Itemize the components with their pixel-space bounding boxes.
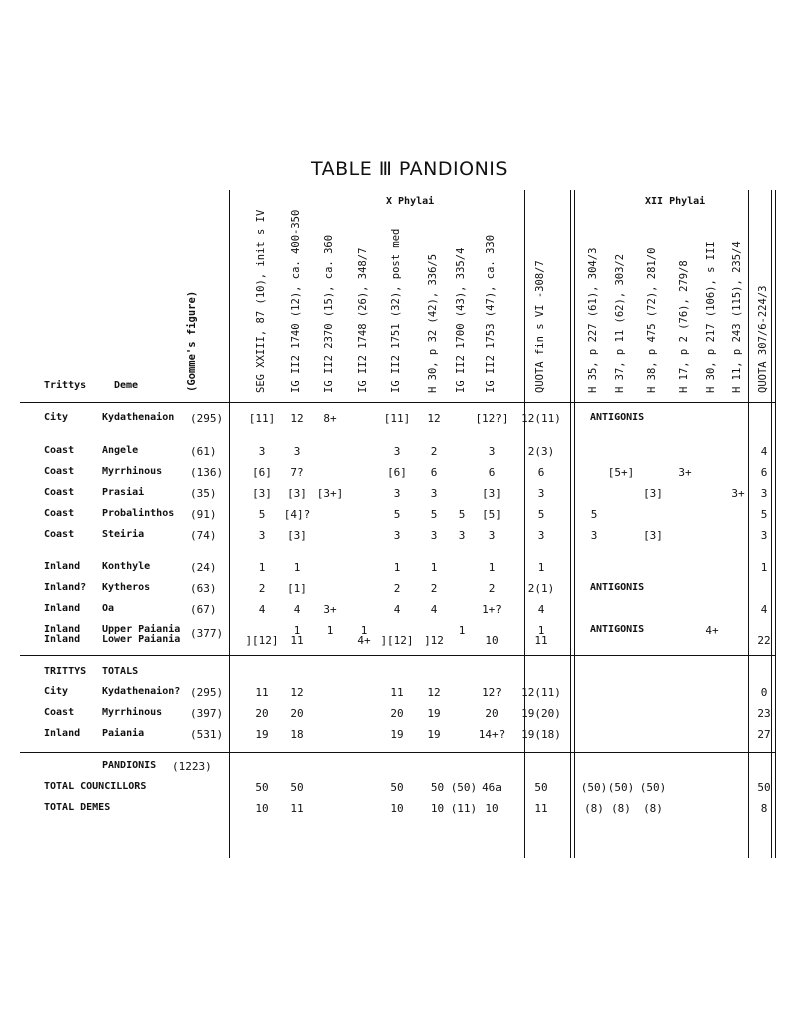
row-cell: 2 bbox=[430, 445, 438, 458]
row-gomme-figure: (91) bbox=[190, 508, 217, 521]
totals-row-cell: 19 bbox=[427, 707, 441, 720]
totals-heading-trittys: TRITTYS bbox=[44, 666, 87, 677]
row-cell: [4]? bbox=[283, 508, 311, 521]
row-gomme-figure: (295) bbox=[190, 412, 224, 425]
column-header-1: SEG XXIII, 87 (10), init s IV bbox=[255, 209, 267, 393]
rule-double-2 bbox=[574, 190, 575, 858]
rule-totals-end bbox=[20, 752, 776, 753]
total-demes-cell: 10 bbox=[390, 802, 404, 815]
row-cell: 3 bbox=[488, 529, 496, 542]
total-councillors-cell: 50 (50) bbox=[430, 781, 478, 794]
row-cell: 1 bbox=[326, 624, 334, 637]
row-deme: Probalinthos bbox=[102, 508, 175, 519]
row-cell: 1 bbox=[293, 561, 301, 574]
row-deme: Prasiai bbox=[102, 487, 145, 498]
row-cell: 1 bbox=[258, 561, 266, 574]
row-deme: Myrrhinous bbox=[102, 466, 163, 477]
row-cell: 3 bbox=[258, 529, 266, 542]
row-cell: 5 bbox=[393, 508, 401, 521]
totals-row-cell: 20 bbox=[485, 707, 499, 720]
row-cell: 4 bbox=[393, 603, 401, 616]
column-header-12: H 38, p 475 (72), 281/0 bbox=[646, 247, 658, 393]
row-deme: Steiria bbox=[102, 529, 145, 540]
row-trittys: Coast bbox=[44, 508, 75, 519]
row-cell: 1 bbox=[293, 624, 301, 637]
row-cell: [5+] bbox=[607, 466, 635, 479]
row-deme: Kydathenaion bbox=[102, 412, 175, 423]
row-cell: 11 bbox=[534, 634, 548, 647]
total-councillors-label: TOTAL COUNCILLORS bbox=[44, 781, 147, 792]
row-cell: 10 bbox=[485, 634, 499, 647]
row-cell: 3 bbox=[458, 529, 466, 542]
totals-row-cell: 12 bbox=[427, 686, 441, 699]
row-cell: 3 bbox=[488, 445, 496, 458]
row-cell: [5] bbox=[482, 508, 502, 521]
total-demes-cell: 10 bbox=[255, 802, 269, 815]
row-cell: 12 bbox=[427, 412, 441, 425]
row-cell: 8+ bbox=[323, 412, 337, 425]
row-cell: 3 bbox=[393, 529, 401, 542]
row-trittys: Inland bbox=[44, 634, 81, 645]
total-demes-cell: 10 (11) bbox=[430, 802, 478, 815]
row-cell: 7? bbox=[290, 466, 304, 479]
total-demes-cell: 11 bbox=[290, 802, 304, 815]
row-cell: [3] bbox=[252, 487, 272, 500]
row-trittys: Coast bbox=[44, 529, 75, 540]
row-cell: 3 bbox=[537, 529, 545, 542]
row-cell: ][12] bbox=[380, 634, 414, 647]
row-deme: Kytheros bbox=[102, 582, 151, 593]
totals-row-deme: Kydathenaion? bbox=[102, 686, 181, 697]
row-gomme-figure: (61) bbox=[190, 445, 217, 458]
rule-header bbox=[20, 402, 776, 403]
rule-left bbox=[229, 190, 230, 858]
total-demes-cell: 11 bbox=[534, 802, 548, 815]
row-cell: 12 bbox=[290, 412, 304, 425]
totals-row-cell: 20 bbox=[290, 707, 304, 720]
pandionis-label: PANDIONIS bbox=[102, 760, 157, 771]
row-cell: 1 bbox=[537, 561, 545, 574]
group-xii-phylai: XII Phylai bbox=[645, 196, 706, 207]
total-demes-cell: 8 bbox=[760, 802, 768, 815]
header-trittys: Trittys bbox=[44, 380, 87, 391]
totals-heading-totals: TOTALS bbox=[102, 666, 139, 677]
total-demes-label: TOTAL DEMES bbox=[44, 802, 111, 813]
row-deme: Angele bbox=[102, 445, 139, 456]
row-cell: 4+ bbox=[357, 634, 371, 647]
column-header-10: H 35, p 227 (61), 304/3 bbox=[587, 247, 599, 393]
row-cell: 5 bbox=[430, 508, 438, 521]
column-header-11: H 37, p 11 (62), 303/2 bbox=[614, 253, 626, 393]
totals-row-cell: 27 bbox=[757, 728, 771, 741]
row-trittys: Coast bbox=[44, 445, 75, 456]
row-cell: 6 bbox=[488, 466, 496, 479]
total-councillors-cell: (50) bbox=[580, 781, 608, 794]
totals-row-cell: 12 bbox=[290, 686, 304, 699]
row-cell: 3 bbox=[258, 445, 266, 458]
row-cell: 3 bbox=[537, 487, 545, 500]
header-gomme: (Gomme's figure) bbox=[186, 290, 198, 392]
row-cell: [3] bbox=[643, 529, 663, 542]
total-councillors-cell: 50 bbox=[534, 781, 548, 794]
row-cell: 4 bbox=[258, 603, 266, 616]
row-trittys: Coast bbox=[44, 466, 75, 477]
column-header-9: QUOTA fin s VI -308/7 bbox=[534, 260, 546, 393]
page-title: TABLE Ⅲ PANDIONIS bbox=[311, 158, 508, 180]
row-gomme-figure: (377) bbox=[190, 627, 224, 640]
row-deme: Oa bbox=[102, 603, 115, 614]
row-cell: 3+ bbox=[323, 603, 337, 616]
column-header-14: H 30, p 217 (106), s III bbox=[705, 241, 717, 393]
totals-row-cell: 19 bbox=[427, 728, 441, 741]
row-cell: 11 bbox=[290, 634, 304, 647]
row-cell: 2 bbox=[258, 582, 266, 595]
row-gomme-figure: (74) bbox=[190, 529, 217, 542]
row-cell: 2 bbox=[488, 582, 496, 595]
row-cell: 2(3) bbox=[527, 445, 555, 458]
row-gomme-figure: (63) bbox=[190, 582, 217, 595]
totals-row-cell: 20 bbox=[390, 707, 404, 720]
row-cell: 2 bbox=[430, 582, 438, 595]
row-cell: 3 bbox=[293, 445, 301, 458]
total-councillors-cell: (50) bbox=[639, 781, 667, 794]
row-gomme-figure: (67) bbox=[190, 603, 217, 616]
row-cell: [3] bbox=[287, 529, 307, 542]
row-cell: 1 bbox=[458, 624, 466, 637]
row-cell: 4 bbox=[760, 603, 768, 616]
row-cell: 3+ bbox=[731, 487, 745, 500]
row-cell: 6 bbox=[430, 466, 438, 479]
totals-row-cell: 19 bbox=[390, 728, 404, 741]
row-cell: 12(11) bbox=[521, 412, 561, 425]
row-cell: 1 bbox=[430, 561, 438, 574]
rule-right-2 bbox=[775, 190, 776, 858]
row-cell: 5 bbox=[458, 508, 466, 521]
rule-right-1 bbox=[771, 190, 772, 858]
row-cell: 6 bbox=[760, 466, 768, 479]
row-cell: [3] bbox=[287, 487, 307, 500]
row-cell: 3 bbox=[760, 487, 768, 500]
row-cell: 1+? bbox=[482, 603, 502, 616]
totals-row-gomme-figure: (531) bbox=[190, 728, 224, 741]
row-gomme-figure: (35) bbox=[190, 487, 217, 500]
totals-row-deme: Myrrhinous bbox=[102, 707, 163, 718]
totals-row-cell: 19(20) bbox=[521, 707, 561, 720]
row-cell: [1] bbox=[287, 582, 307, 595]
total-councillors-cell: 50 bbox=[390, 781, 404, 794]
column-header-6: H 30, p 32 (42), 336/5 bbox=[427, 253, 439, 393]
row-cell: 4 bbox=[293, 603, 301, 616]
totals-row-trittys: Coast bbox=[44, 707, 75, 718]
row-cell: 22 bbox=[757, 634, 771, 647]
totals-row-cell: 23 bbox=[757, 707, 771, 720]
rule-quota-left bbox=[524, 190, 525, 858]
pandionis-figure: (1223) bbox=[172, 760, 212, 773]
row-cell: 3 bbox=[760, 529, 768, 542]
row-gomme-figure: (136) bbox=[190, 466, 224, 479]
row-cell: [6] bbox=[387, 466, 407, 479]
row-cell: 1 bbox=[537, 624, 545, 637]
rule-double-1 bbox=[570, 190, 571, 858]
row-deme: Upper Paiania bbox=[102, 624, 181, 635]
row-trittys: Inland bbox=[44, 624, 81, 635]
row-cell: 3+ bbox=[678, 466, 692, 479]
row-cell: 2 bbox=[393, 582, 401, 595]
row-cell: ][12] bbox=[245, 634, 279, 647]
row-cell: 5 bbox=[258, 508, 266, 521]
rule-quota2-left bbox=[748, 190, 749, 858]
row-trittys: Coast bbox=[44, 487, 75, 498]
row-cell: [11] bbox=[383, 412, 411, 425]
row-cell: 5 bbox=[590, 508, 598, 521]
totals-row-trittys: Inland bbox=[44, 728, 81, 739]
totals-row-cell: 0 bbox=[760, 686, 768, 699]
row-cell: 5 bbox=[760, 508, 768, 521]
row-cell: 4 bbox=[537, 603, 545, 616]
row-cell: 1 bbox=[393, 561, 401, 574]
row-cell: 3 bbox=[430, 487, 438, 500]
row-cell: 1 bbox=[760, 561, 768, 574]
column-header-15: H 11, p 243 (115), 235/4 bbox=[731, 241, 743, 393]
row-deme: Konthyle bbox=[102, 561, 151, 572]
totals-row-trittys: City bbox=[44, 686, 69, 697]
row-cell: 1 bbox=[488, 561, 496, 574]
column-header-3: IG II2 2370 (15), ca. 360 bbox=[323, 234, 335, 393]
total-demes-cell: (8) bbox=[611, 802, 631, 815]
row-antigonis-note: ANTIGONIS bbox=[590, 624, 645, 635]
total-demes-cell: 10 bbox=[485, 802, 499, 815]
row-gomme-figure: (24) bbox=[190, 561, 217, 574]
total-councillors-cell: 46a bbox=[482, 781, 502, 794]
totals-row-cell: 14+? bbox=[478, 728, 506, 741]
row-cell: [3] bbox=[482, 487, 502, 500]
column-header-8: IG II2 1753 (47), ca. 330 bbox=[485, 234, 497, 393]
totals-row-cell: 11 bbox=[390, 686, 404, 699]
row-cell: [12?] bbox=[475, 412, 509, 425]
totals-row-gomme-figure: (397) bbox=[190, 707, 224, 720]
totals-row-cell: 19(18) bbox=[521, 728, 561, 741]
row-cell: 3 bbox=[430, 529, 438, 542]
row-antigonis-note: ANTIGONIS bbox=[590, 412, 645, 423]
row-cell: 3 bbox=[393, 445, 401, 458]
row-cell: 3 bbox=[590, 529, 598, 542]
row-cell: 4+ bbox=[705, 624, 719, 637]
column-header-16: QUOTA 307/6-224/3 bbox=[757, 285, 769, 393]
row-antigonis-note: ANTIGONIS bbox=[590, 582, 645, 593]
row-cell: 1 bbox=[360, 624, 368, 637]
column-header-5: IG II2 1751 (32), post med bbox=[390, 228, 402, 393]
row-cell: 2(1) bbox=[527, 582, 555, 595]
row-cell: ]12 bbox=[424, 634, 444, 647]
row-cell: 4 bbox=[430, 603, 438, 616]
total-demes-cell: (8) bbox=[584, 802, 604, 815]
row-trittys: Inland? bbox=[44, 582, 87, 593]
column-header-2: IG II2 1740 (12), ca. 400-350 bbox=[290, 209, 302, 393]
row-cell: [11] bbox=[248, 412, 276, 425]
total-councillors-cell: 50 bbox=[757, 781, 771, 794]
row-cell: 6 bbox=[537, 466, 545, 479]
totals-row-gomme-figure: (295) bbox=[190, 686, 224, 699]
rule-body-end bbox=[20, 655, 776, 656]
totals-row-cell: 20 bbox=[255, 707, 269, 720]
column-header-4: IG II2 1748 (26), 348/7 bbox=[357, 247, 369, 393]
header-deme: Deme bbox=[114, 380, 139, 391]
row-trittys: City bbox=[44, 412, 69, 423]
row-trittys: Inland bbox=[44, 561, 81, 572]
row-cell: 4 bbox=[760, 445, 768, 458]
totals-row-deme: Paiania bbox=[102, 728, 145, 739]
column-header-7: IG II2 1700 (43), 335/4 bbox=[455, 247, 467, 393]
row-cell: 5 bbox=[537, 508, 545, 521]
total-councillors-cell: 50 bbox=[290, 781, 304, 794]
totals-row-cell: 18 bbox=[290, 728, 304, 741]
total-demes-cell: (8) bbox=[643, 802, 663, 815]
group-x-phylai: X Phylai bbox=[386, 196, 435, 207]
row-trittys: Inland bbox=[44, 603, 81, 614]
column-header-13: H 17, p 2 (76), 279/8 bbox=[678, 260, 690, 393]
totals-row-cell: 19 bbox=[255, 728, 269, 741]
total-councillors-cell: 50 bbox=[255, 781, 269, 794]
totals-row-cell: 11 bbox=[255, 686, 269, 699]
totals-row-cell: 12? bbox=[482, 686, 502, 699]
row-cell: [3] bbox=[643, 487, 663, 500]
total-councillors-cell: (50) bbox=[607, 781, 635, 794]
row-cell: 3 bbox=[393, 487, 401, 500]
totals-row-cell: 12(11) bbox=[521, 686, 561, 699]
row-cell: [6] bbox=[252, 466, 272, 479]
row-deme: Lower Paiania bbox=[102, 634, 181, 645]
row-cell: [3+] bbox=[316, 487, 344, 500]
